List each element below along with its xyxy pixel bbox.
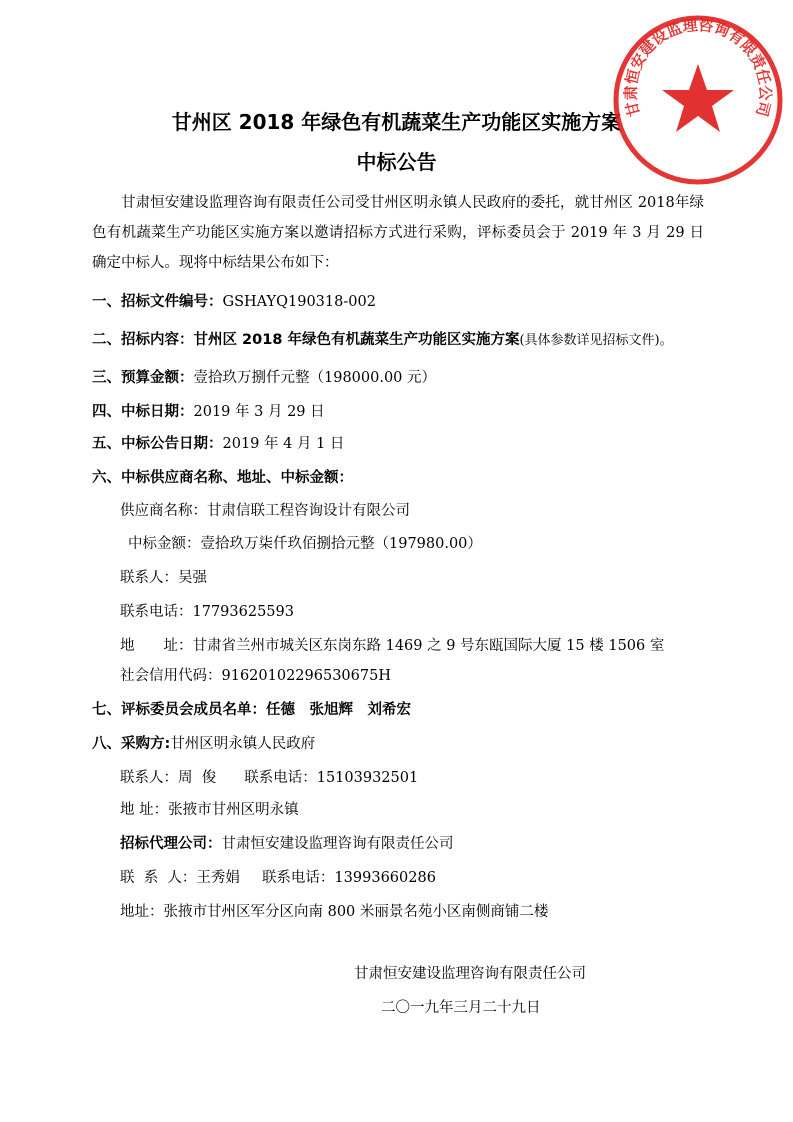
section-4-label: 四、中标日期： xyxy=(92,404,194,420)
agent-contact-row xyxy=(120,866,436,887)
section-1-label: 一、招标文件编号： xyxy=(92,294,223,310)
section-8-label: 八、采购方: xyxy=(92,736,171,752)
section-1-value: GSHAYQ190318-002 xyxy=(222,294,376,310)
section-2 xyxy=(92,328,673,349)
section-6 xyxy=(92,466,353,487)
agent-phone: 联系电话：13993660286 xyxy=(261,870,436,886)
official-seal-stamp xyxy=(610,12,786,188)
signature-date: 二〇一九年三月二十九日 xyxy=(381,1000,541,1016)
section-8 xyxy=(92,732,315,753)
section-3 xyxy=(92,366,436,387)
agent-name: 甘肃恒安建设监理咨询有限责任公司 xyxy=(221,836,454,852)
purchaser-phone: 联系电话：15103932501 xyxy=(244,770,419,786)
intro-paragraph: 甘肃恒安建设监理咨询有限责任公司受甘州区明永镇人民政府的委托，就甘州区 2018年绿色有机蔬菜生产功能区实施方案以邀请招标方式进行采购，评标委员会于 2019 年 3 月 29 日确定中标人。现将中标结果公布如下： xyxy=(92,195,704,271)
section-5-label: 五、中标公告日期： xyxy=(92,436,223,452)
section-4 xyxy=(92,400,325,421)
supplier-phone: 联系电话：17793625593 xyxy=(120,604,294,620)
purchaser-contact-row xyxy=(120,766,418,787)
section-7 xyxy=(92,698,411,719)
supplier-address: 地 址：甘肃省兰州市城关区东岗东路 1469 之 9 号东瓯国际大厦 15 楼 1506 室 xyxy=(120,638,665,654)
section-3-label: 三、预算金额： xyxy=(92,370,194,386)
signature-company: 甘肃恒安建设监理咨询有限责任公司 xyxy=(354,966,586,982)
section-6-label: 六、中标供应商名称、地址、中标金额： xyxy=(92,470,353,486)
agent-label: 招标代理公司： xyxy=(120,836,222,852)
supplier-credit-code: 社会信用代码：91620102296530675H xyxy=(120,668,391,684)
section-7-label: 七、评标委员会成员名单： xyxy=(92,702,266,718)
section-5-value: 2019 年 4 月 1 日 xyxy=(222,436,345,452)
agent-row xyxy=(120,832,454,853)
agent-contact: 联 系 人：王秀娟 xyxy=(120,870,240,886)
purchaser-name: 甘州区明永镇人民政府 xyxy=(170,736,316,752)
purchaser-address: 地 址：张掖市甘州区明永镇 xyxy=(120,802,299,818)
section-2-label: 二、招标内容： xyxy=(92,332,194,348)
section-4-value: 2019 年 3 月 29 日 xyxy=(193,404,325,420)
section-3-value: 壹拾玖万捌仟元整（198000.00 元） xyxy=(193,370,437,386)
section-2-note: (具体参数详见招标文件)。 xyxy=(519,333,673,348)
committee-members: 任德 张旭辉 刘希宏 xyxy=(266,702,411,718)
seal-text: 甘肃恒安建设监理咨询有限责任公司 xyxy=(621,16,775,119)
seal-star-icon xyxy=(662,64,734,132)
section-2-value: 甘州区 2018 年绿色有机蔬菜生产功能区实施方案 xyxy=(193,332,520,348)
winning-amount: 中标金额：壹拾玖万柒仟玖佰捌拾元整（197980.00） xyxy=(128,536,482,552)
supplier-name: 供应商名称：甘肃信联工程咨询设计有限公司 xyxy=(120,503,410,519)
document-title: 甘州区 2018 年绿色有机蔬菜生产功能区实施方案 xyxy=(171,110,622,134)
purchaser-contact: 联系人：周 俊 xyxy=(120,770,217,786)
document-subtitle: 中标公告 xyxy=(356,150,437,174)
agent-address: 地址：张掖市甘州区军分区向南 800 米丽景名苑小区南侧商铺二楼 xyxy=(120,904,549,920)
supplier-contact: 联系人：吴强 xyxy=(120,570,207,586)
section-5 xyxy=(92,432,344,453)
section-1 xyxy=(92,290,376,311)
